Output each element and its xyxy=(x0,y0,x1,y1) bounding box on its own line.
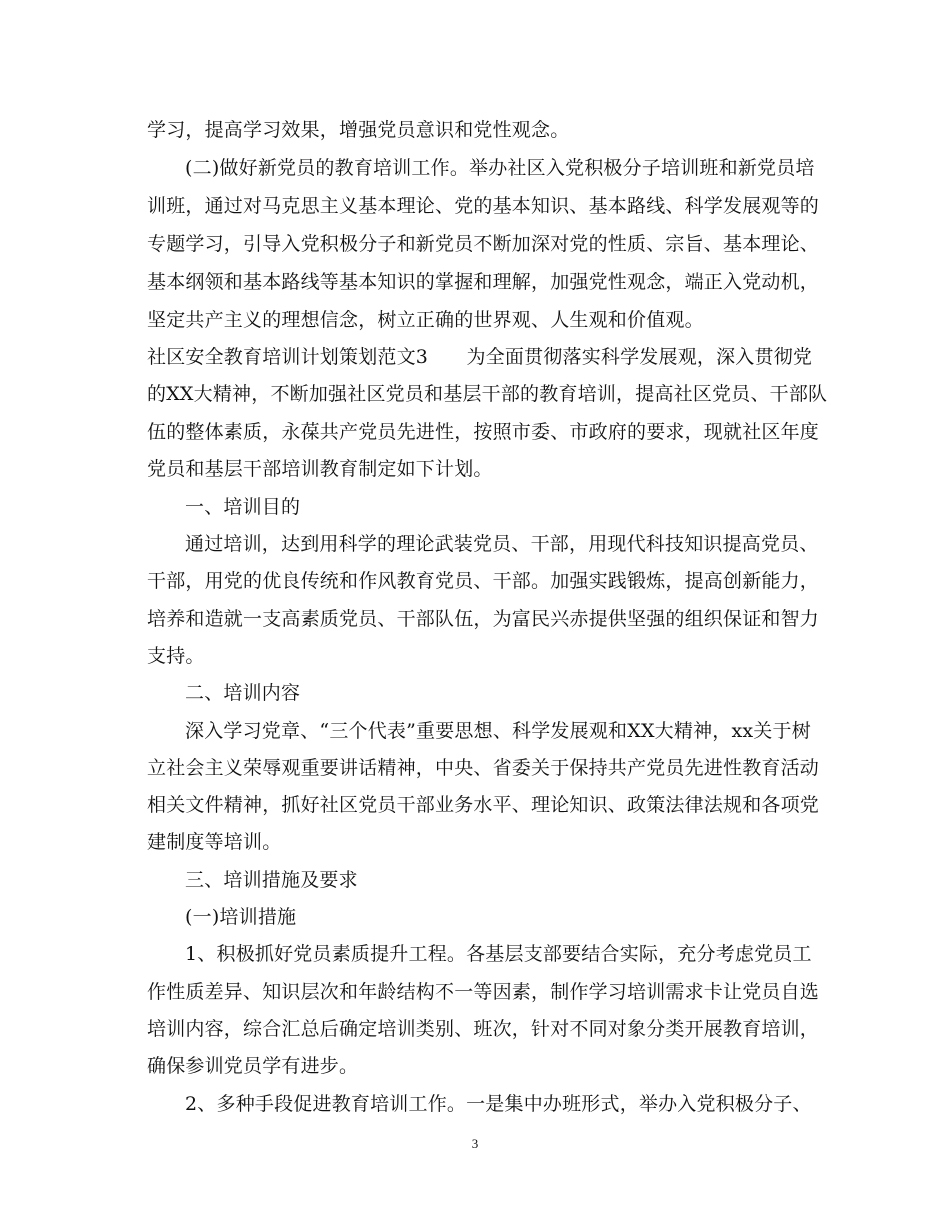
subsection-heading: (一)培训措施 xyxy=(185,906,297,928)
text-line: 基本纲领和基本路线等基本知识的掌握和理解，加强党性观念，端正入党动机， xyxy=(147,271,820,293)
section-heading: 一、培训目的 xyxy=(185,496,301,518)
text-line: 社区安全教育培训计划策划范文3 为全面贯彻落实科学发展观，深入贯彻党 xyxy=(147,346,813,368)
text-line: 立社会主义荣辱观重要讲话精神，中央、省委关于保持共产党员先进性教育活动 xyxy=(147,757,820,779)
text-line: 培养和造就一支高素质党员、干部队伍，为富民兴赤提供坚强的组织保证和智力 xyxy=(147,608,820,630)
text-line: 训班，通过对马克思主义基本理论、党的基本知识、基本路线、科学发展观等的 xyxy=(147,195,820,217)
text-line: 相关文件精神，抓好社区党员干部业务水平、理论知识、政策法律法规和各项党 xyxy=(147,794,820,816)
text-line: 通过培训，达到用科学的理论武装党员、干部，用现代科技知识提高党员、 xyxy=(185,533,819,555)
text-line: 确保参训党员学有进步。 xyxy=(147,1055,359,1077)
text-line: 建制度等培训。 xyxy=(147,831,282,853)
text-line: 伍的整体素质，永葆共产党员先进性，按照市委、市政府的要求，现就社区年度 xyxy=(147,421,820,443)
text-line: 学习，提高学习效果，增强党员意识和党性观念。 xyxy=(147,119,570,141)
text-line: 支持。 xyxy=(147,645,205,667)
text-line: 干部，用党的优良传统和作风教育党员、干部。加强实践锻炼，提高创新能力， xyxy=(147,570,820,592)
text-line: (二)做好新党员的教育培训工作。举办社区入党积极分子培训班和新党员培 xyxy=(185,157,815,179)
text-line: 党员和基层干部培训教育制定如下计划。 xyxy=(147,458,493,480)
text-line: 培训内容，综合汇总后确定培训类别、班次，针对不同对象分类开展教育培训， xyxy=(147,1018,820,1040)
text-line: 坚定共产主义的理想信念，树立正确的世界观、人生观和价值观。 xyxy=(147,309,704,331)
text-line: 作性质差异、知识层次和年龄结构不一等因素，制作学习培训需求卡让党员自选 xyxy=(147,981,820,1003)
page-number: 3 xyxy=(471,1136,479,1151)
text-line: 1、积极抓好党员素质提升工程。各基层支部要结合实际，充分考虑党员工 xyxy=(185,943,812,965)
text-line: 2、多种手段促进教育培训工作。一是集中办班形式，举办入党积极分子、 xyxy=(185,1093,812,1115)
section-heading: 二、培训内容 xyxy=(185,682,301,704)
text-line: 的XX大精神，不断加强社区党员和基层干部的教育培训，提高社区党员、干部队 xyxy=(147,383,828,405)
text-line: 专题学习，引导入党积极分子和新党员不断加深对党的性质、宗旨、基本理论、 xyxy=(147,233,820,255)
text-line: 深入学习党章、“三个代表”重要思想、科学发展观和XX大精神，xx关于树 xyxy=(185,720,811,742)
section-heading: 三、培训措施及要求 xyxy=(185,869,358,891)
